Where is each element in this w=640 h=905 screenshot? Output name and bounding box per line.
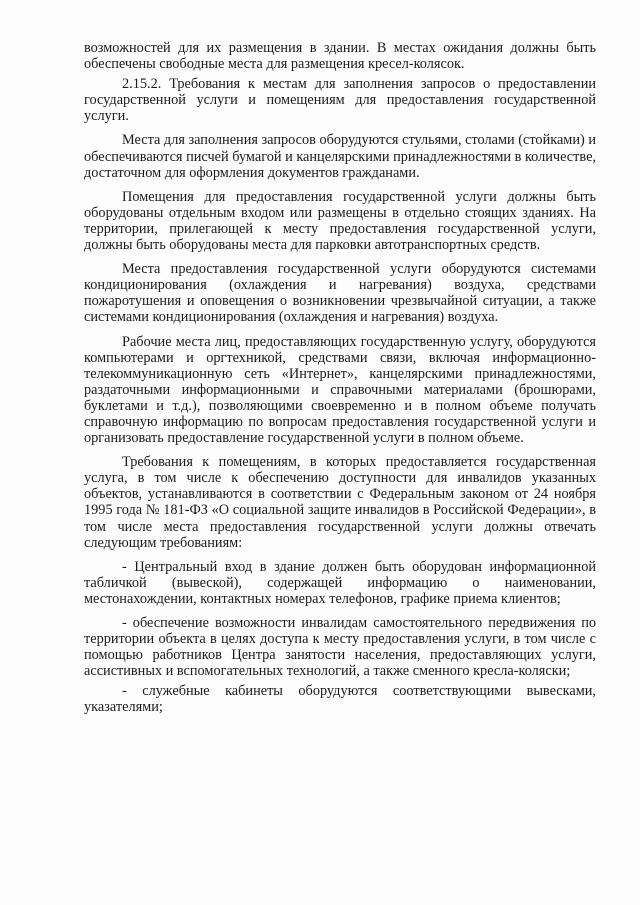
- paragraph-section-2-15-2: 2.15.2. Требования к местам для заполнения запросов о предоставлении государственной услуги и помещениям для предоставления государственной услуги.: [84, 76, 596, 125]
- paragraph-continuation: возможностей для их размещения в здании. В местах ожидания должны быть обеспечены свободные места для размещения кресел-колясок.: [84, 40, 596, 73]
- paragraph-accessibility-requirements: Требования к помещениям, в которых предоставляется государственная услуга, в том числе к обеспечению доступности для инвалидов указанных объектов, устанавливаются в соответствии с Федеральным законом от 24 ноября 1995 года № 181-ФЗ «О социальной защите инвалидов в Российской Федерации», в том числе места предоставления государственной услуги должны отвечать следующим требованиям:: [84, 454, 596, 551]
- paragraph-premises-entrance: Помещения для предоставления государственной услуги должны быть оборудованы отдельным входом или размещены в отдельно стоящих зданиях. На территории, прилегающей к месту предоставления государственной услуги, должны быть оборудованы места для парковки автотранспортных средств.: [84, 188, 596, 254]
- list-item-central-entrance: - Центральный вход в здание должен быть оборудован информационной табличкой (вывеской), содержащей информацию о наименовании, местонахождении, контактных номерах телефонов, графике приема клиентов;: [84, 558, 596, 607]
- list-item-movement-access: - обеспечение возможности инвалидам самостоятельного передвижения по территории объекта в целях доступа к месту предоставления услуги, в том числе с помощью работников Центра занятости населения, предоставляющих услуги, ассистивных и вспомогательных технологий, а также сменного кресла-коляски;: [84, 615, 596, 680]
- list-item-office-signs: - служебные кабинеты оборудуются соответствующими вывесками, указателями;: [84, 683, 596, 716]
- paragraph-workplaces: Рабочие места лиц, предоставляющих государственную услугу, оборудуются компьютерами и оргтехникой, средствами связи, включая информационно-телекоммуникационную сеть «Интернет», канцелярскими принадлежностями, раздаточными информационными и справочными материалами (брошюрами, буклетами и т.д.), позволяющими своевременно и в полном объеме получать справочную информацию по вопросам предоставления государственной услуги и организовать предоставление государственной услуги в полном объеме.: [84, 333, 596, 447]
- paragraph-request-places: Места для заполнения запросов оборудуются стульями, столами (стойками) и обеспечиваются писчей бумагой и канцелярскими принадлежностями в количестве, достаточном для оформления документов гражданами.: [84, 132, 596, 181]
- paragraph-air-conditioning: Места предоставления государственной услуги оборудуются системами кондиционирования (охлаждения и нагревания) воздуха, средствами пожаротушения и оповещения о возникновении чрезвычайной ситуации, а также системами кондиционирования (охлаждения и нагревания) воздуха.: [84, 261, 596, 326]
